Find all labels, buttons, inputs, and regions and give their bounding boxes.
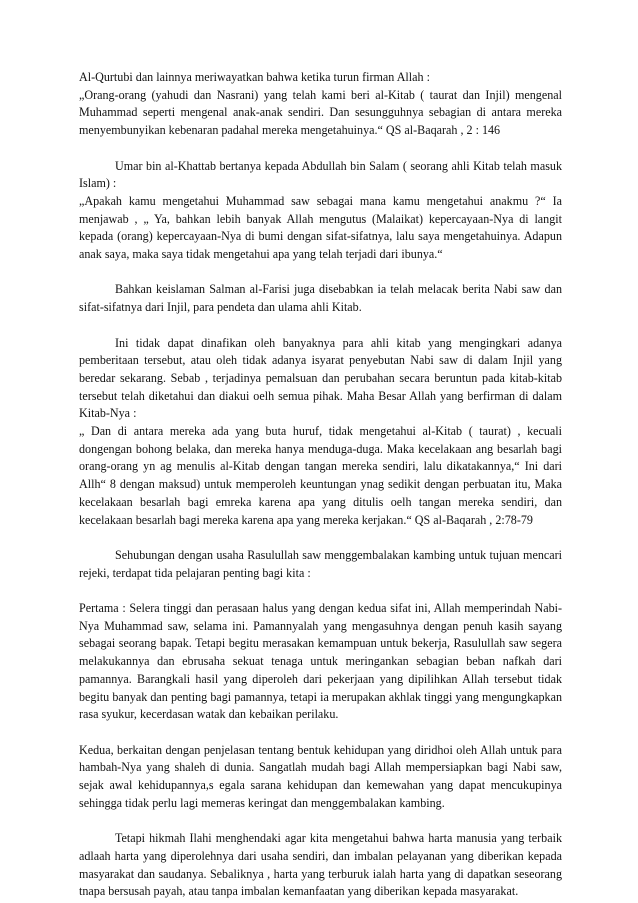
paragraph-gap bbox=[79, 264, 562, 282]
paragraph-gap bbox=[79, 529, 562, 547]
paragraph-gap bbox=[79, 317, 562, 335]
paragraph: „Apakah kamu mengetahui Muhammad saw sebagai mana kamu mengetahui anakmu ?“ Ia menjawab , „ Ya, bahkan lebih banyak Allah mengutus (Malaikat) kepercayaan-Nya di langit kepada (orang) kepercayaan-Nya di bumi dengan sifat-sifatnya, lalu saya mengetahuinya. Adapun anak saya, maka saya tidak mengetahui apa yang telah terjadi dari ibunya.“ bbox=[79, 193, 562, 262]
paragraph-gap bbox=[79, 582, 562, 600]
paragraph: Umar bin al-Khattab bertanya kepada Abdullah bin Salam ( seorang ahli Kitab telah masuk Islam) : bbox=[79, 158, 562, 191]
paragraph: „ Dan di antara mereka ada yang buta huruf, tidak mengetahui al-Kitab ( taurat) , kecuali dongengan bohong belaka, dan mereka hanya menduga-duga. Maka kecelakaan ang besarlah bagi orang-orang yn ag menulis al-Kitab dengan tangan mereka sendiri, lalu dikatakannya,“ Ini dari Allh“ 8 dengan maksud) untuk memperoleh keuntungan ynag sedikit dengan perbuatan itu, Maka kecelakaan besarlah bagi emreka karena apa yang ditulis oelh tangan mereka sendiri, dan kecelakaan besarlah bagi mereka karena apa yang mereka kerjakan.“ QS al-Baqarah , 2:78-79 bbox=[79, 424, 562, 527]
paragraph: Ini tidak dapat dinafikan oleh banyaknya para ahli kitab yang mengingkari adanya pemberitaan tersebut, atau oleh tidak adanya isyarat penyebutan Nabi saw di dalam Injil yang beredar sekarang. Sebab , terjadinya pemalsuan dan perubahan secara beruntun pada kitab-kitab tersebut telah diketahui dan diakui oelh semua pihak. Maha Besar Allah yang berfirman di dalam Kitab-Nya : bbox=[79, 335, 562, 421]
paragraph-gap bbox=[79, 140, 562, 158]
paragraph: „Orang-orang (yahudi dan Nasrani) yang telah kami beri al-Kitab ( taurat dan Injil) mengenal Muhammad seperti mengenal anak-anak sendiri. Dan sesungguhnya sebagian di antara mereka menyembunyikan kebenaran padahal mereka mengetahuinya.“ QS al-Baqarah , 2 : 146 bbox=[79, 87, 562, 138]
paragraph-gap bbox=[79, 724, 562, 742]
document-body bbox=[79, 69, 562, 901]
paragraph-gap bbox=[79, 812, 562, 830]
paragraph: Al-Qurtubi dan lainnya meriwayatkan bahwa ketika turun firman Allah : bbox=[79, 70, 430, 84]
paragraph: Bahkan keislaman Salman al-Farisi juga disebabkan ia telah melacak berita Nabi saw dan sifat-sifatnya dari Injil, para pendeta dan ulama ahli Kitab. bbox=[79, 282, 562, 315]
paragraph: Sehubungan dengan usaha Rasulullah saw menggembalakan kambing untuk tujuan mencari rejeki, terdapat tida pelajaran penting bagi kita : bbox=[79, 547, 562, 580]
paragraph: Kedua, berkaitan dengan penjelasan tentang bentuk kehidupan yang diridhoi oleh Allah untuk para hambah-Nya yang shaleh di dunia. Sangatlah mudah bagi Allah mempersiapkan bagi Nabi saw, sejak awal kehidupannya,s egala sarana kehidupan dan kemewahan yang dapat mencukupinya sehingga tidak perlu lagi memeras keringat dan menggembalakan kambing. bbox=[79, 742, 562, 810]
paragraph: Tetapi hikmah Ilahi menghendaki agar kita mengetahui bahwa harta manusia yang terbaik adlaah harta yang diperolehnya dari usaha sendiri, dan imbalan pelayanan yang diberikan kepada masyarakat dan saudanya. Sebaliknya , harta yang terburuk ialah harta yang di dapatkan seseorang tnapa bersusah payah, atau tanpa imbalan kemanfaatan yang diberikan kepada masyarakat. bbox=[79, 831, 562, 899]
paragraph: Pertama : Selera tinggi dan perasaan halus yang dengan kedua sifat ini, Allah memperindah Nabi-Nya Muhammad saw, selama ini. Pamannyalah yang mengasuhnya dengan penuh kasih sayang sebagai seorang bapak. Tetapi begitu merasakan kemampuan untuk bekerja, Rasulullah saw segera melakukannya dan ebrusaha sekuat tenaga untuk meringankan sebagian beban nafkah dari pamannya. Barangkali hasil yang diperoleh dari pekerjaan yang dipilihkan Allah tersebut tidak begitu banyak dan penting bagi pamannya, tetapi ia merupakan akhlak tinggi yang mengungkapkan rasa syukur, kecerdasan watak dan kebaikan perilaku. bbox=[79, 601, 562, 722]
